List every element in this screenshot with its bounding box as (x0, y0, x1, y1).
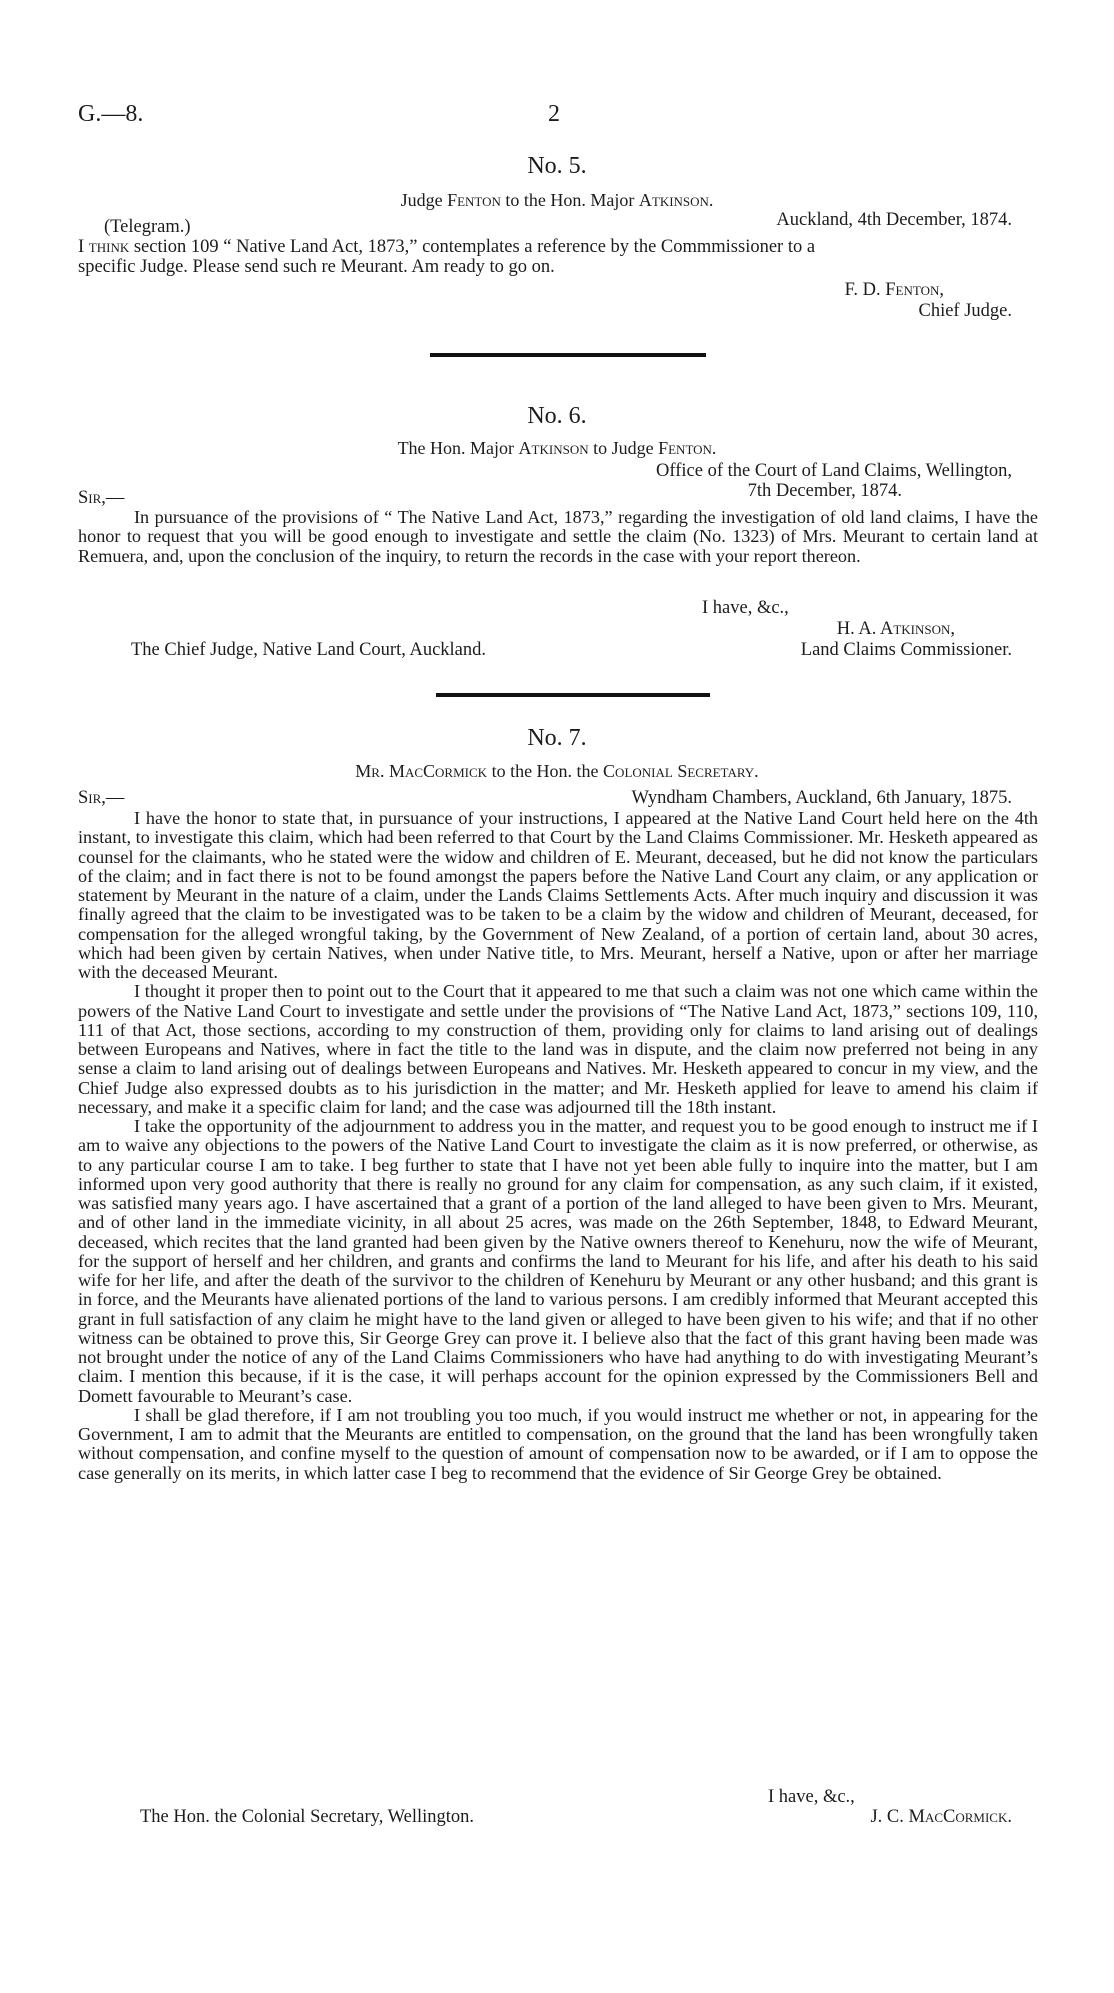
no7-place-date: Wyndham Chambers, Auckland, 6th January, 1875. (631, 788, 1012, 808)
no5-heading: No. 5. (527, 153, 587, 179)
no7-salutation (78, 788, 124, 808)
no6-body (78, 508, 1038, 566)
no6-caption-mid: to Judge (593, 438, 654, 458)
no6-signature-name (837, 619, 955, 639)
no6-closing: I have, &c., (702, 598, 789, 618)
no5-text-rest: section 109 “ Native Land Act, 1873,” contemplates a reference by the Commmissioner to a (129, 237, 816, 257)
no7-paragraph: I shall be glad therefore, if I am not troubling you too much, if you would instruct me whether or not, in appearing for the Government, I am to admit that the Meurants are entitled to compensation, on the ground that the land has been wrongfully taken without compensation, and confine myself to the question of amount of compensation now to be awarded, or if I am to oppose the case generally on its merits, in which latter case I beg to recommend that the evidence of Sir George Grey be obtained. (78, 1404, 1038, 1483)
no5-signature-title: Chief Judge. (918, 301, 1012, 321)
no7-caption (0, 761, 1114, 782)
no5-caption-pre: Judge (400, 190, 443, 210)
no7-signature-name (870, 1807, 1012, 1827)
no7-salutation-text: Sir,— (78, 788, 125, 808)
section-divider (430, 353, 706, 357)
page-number: 2 (548, 101, 560, 127)
no6-body-paragraph: In pursuance of the provisions of “ The Native Land Act, 1873,” regarding the investigation of old land claims, I have the honor to request that you will be good enough to investigate and settle the claim (No. 1323) of Mrs. Meurant to certain land at Remuera, and, upon the conclusion of the inquiry, to return the records in the case with your report thereon. (78, 507, 1038, 566)
no6-salutation-text: Sir,— (78, 488, 125, 508)
no7-closing: I have, &c., (768, 1787, 855, 1807)
no5-caption (0, 190, 1114, 211)
no6-date: 7th December, 1874. (747, 481, 902, 501)
no5-caption-from: Fenton (447, 190, 501, 210)
no5-text-lead: I think (78, 237, 130, 257)
no6-signature-title: Land Claims Commissioner. (800, 640, 1012, 660)
no7-paragraph: I thought it proper then to point out to the Court that it appeared to me that such a claim was not one which came within the powers of the Native Land Court to investigate and settle under the provisions of “The Native Land Act, 1873,” sections 109, 110, 111 of that Act, those sections, according to my construction of them, providing only for claims to land arising out of dealings between Europeans and Natives, where in fact the title to the land was in dispute, and the claim now preferred not being in any sense a claim to land arising out of dealings between Europeans and Natives. Mr. Hesketh appeared to concur in my view, and the Chief Judge also expressed doubts as to his jurisdiction in the matter; and Mr. Hesketh applied for leave to amend his claim if necessary, and make it a specific claim for land; and the case was adjourned till the 18th instant. (78, 981, 1038, 1117)
no7-body (78, 809, 1038, 1483)
no6-addressee: The Chief Judge, Native Land Court, Auckland. (131, 640, 487, 660)
no6-caption-from: Atkinson (518, 438, 589, 458)
no6-caption (0, 438, 1114, 459)
no6-heading: No. 6. (527, 403, 587, 429)
no7-caption-from: Mr. MacCormick (355, 761, 488, 781)
no7-caption-mid: to the Hon. the (491, 761, 599, 781)
no5-caption-to: Atkinson. (638, 190, 714, 210)
no5-signature-name (845, 280, 944, 300)
no6-sig-name-text: H. A. Atkinson, (836, 619, 955, 639)
no5-caption-mid: to the Hon. Major (505, 190, 635, 210)
no5-place-date: Auckland, 4th December, 1874. (776, 210, 1012, 230)
no5-sig-name-text: F. D. Fenton, (844, 280, 944, 300)
no5-kind: (Telegram.) (104, 217, 191, 237)
no6-caption-to: Fenton. (658, 438, 717, 458)
no6-salutation (78, 488, 124, 508)
document-reference: G.—8. (78, 101, 144, 127)
no6-office: Office of the Court of Land Claims, Wellington, (656, 461, 1012, 481)
no5-text-line2: specific Judge. Please send such re Meurant. Am ready to go on. (78, 257, 555, 277)
no7-paragraph: I have the honor to state that, in pursuance of your instructions, I appeared at the Native Land Court held here on the 4th instant, to investigate this claim, which had been referred to that Court by the Land Claims Commissioner. Mr. Hesketh appeared as counsel for the claimants, who he stated were the widow and children of E. Meurant, deceased, but he did not know the particulars of the claim; and in fact there is not to be found amongst the papers before the Native Land Court any claim, or any application or statement by Meurant in the nature of a claim, under the Lands Claims Settlements Acts. After much inquiry and discussion it was finally agreed that the claim to be investigated was to be taken to be a claim by the widow and children of Meurant, deceased, for compensation for the alleged wrongful taking, by the Government of New Zealand, of a portion of certain land, about 30 acres, which had been given by certain Natives, when under Native title, to Mrs. Meurant, herself a Native, upon or after her marriage with the deceased Meurant. (78, 808, 1038, 982)
no7-heading: No. 7. (527, 725, 587, 751)
no5-text-line1 (78, 237, 1042, 257)
no6-caption-pre: The Hon. Major (397, 438, 515, 458)
section-divider (436, 693, 710, 697)
no7-sig-name-text: J. C. MacCormick. (870, 1807, 1012, 1827)
no7-paragraph: I take the opportunity of the adjournment to address you in the matter, and request you to be good enough to instruct me if I am to waive any objections to the powers of the Native Land Court to investigate the claim as it is now preferred, or otherwise, as to any particular course I am to take. I beg further to state that I have not yet been able fully to inquire into the matter, but I am informed upon very good authority that there is really no ground for any claim for compensation, as any such claim, if it existed, was satisfied many years ago. I have ascertained that a grant of a portion of the land alleged to have been given to Mrs. Meurant, and of other land in the immediate vicinity, in all about 25 acres, was made on the 26th September, 1848, to Edward Meurant, deceased, which recites that the land granted had been given by the Native owners thereof to Kenehuru, now the wife of Meurant, for the support of herself and her children, and grants and confirms the land to Meurant for his life, and after his death to his said wife for her life, and after the death of the survivor to the children of Kenehuru by Meurant or any other husband; and this grant is in force, and the Meurants have alienated portions of the land to various persons. I am credibly informed that Meurant accepted this grant in full satisfaction of any claim he might have to the land given or alleged to have been given to his wife; and that if no other witness can be obtained to prove this, Sir George Grey can prove it. I believe also that the fact of this grant having been made was not brought under the notice of any of the Land Claims Commissioners who have had anything to do with investigating Meurant’s claim. I mention this because, if it is the case, it will perhaps account for the opinion expressed by the Commissioners Bell and Domett favourable to Meurant’s case. (78, 1116, 1038, 1406)
no7-caption-to: Colonial Secretary. (603, 761, 759, 781)
no7-addressee: The Hon. the Colonial Secretary, Wellington. (140, 1807, 475, 1827)
